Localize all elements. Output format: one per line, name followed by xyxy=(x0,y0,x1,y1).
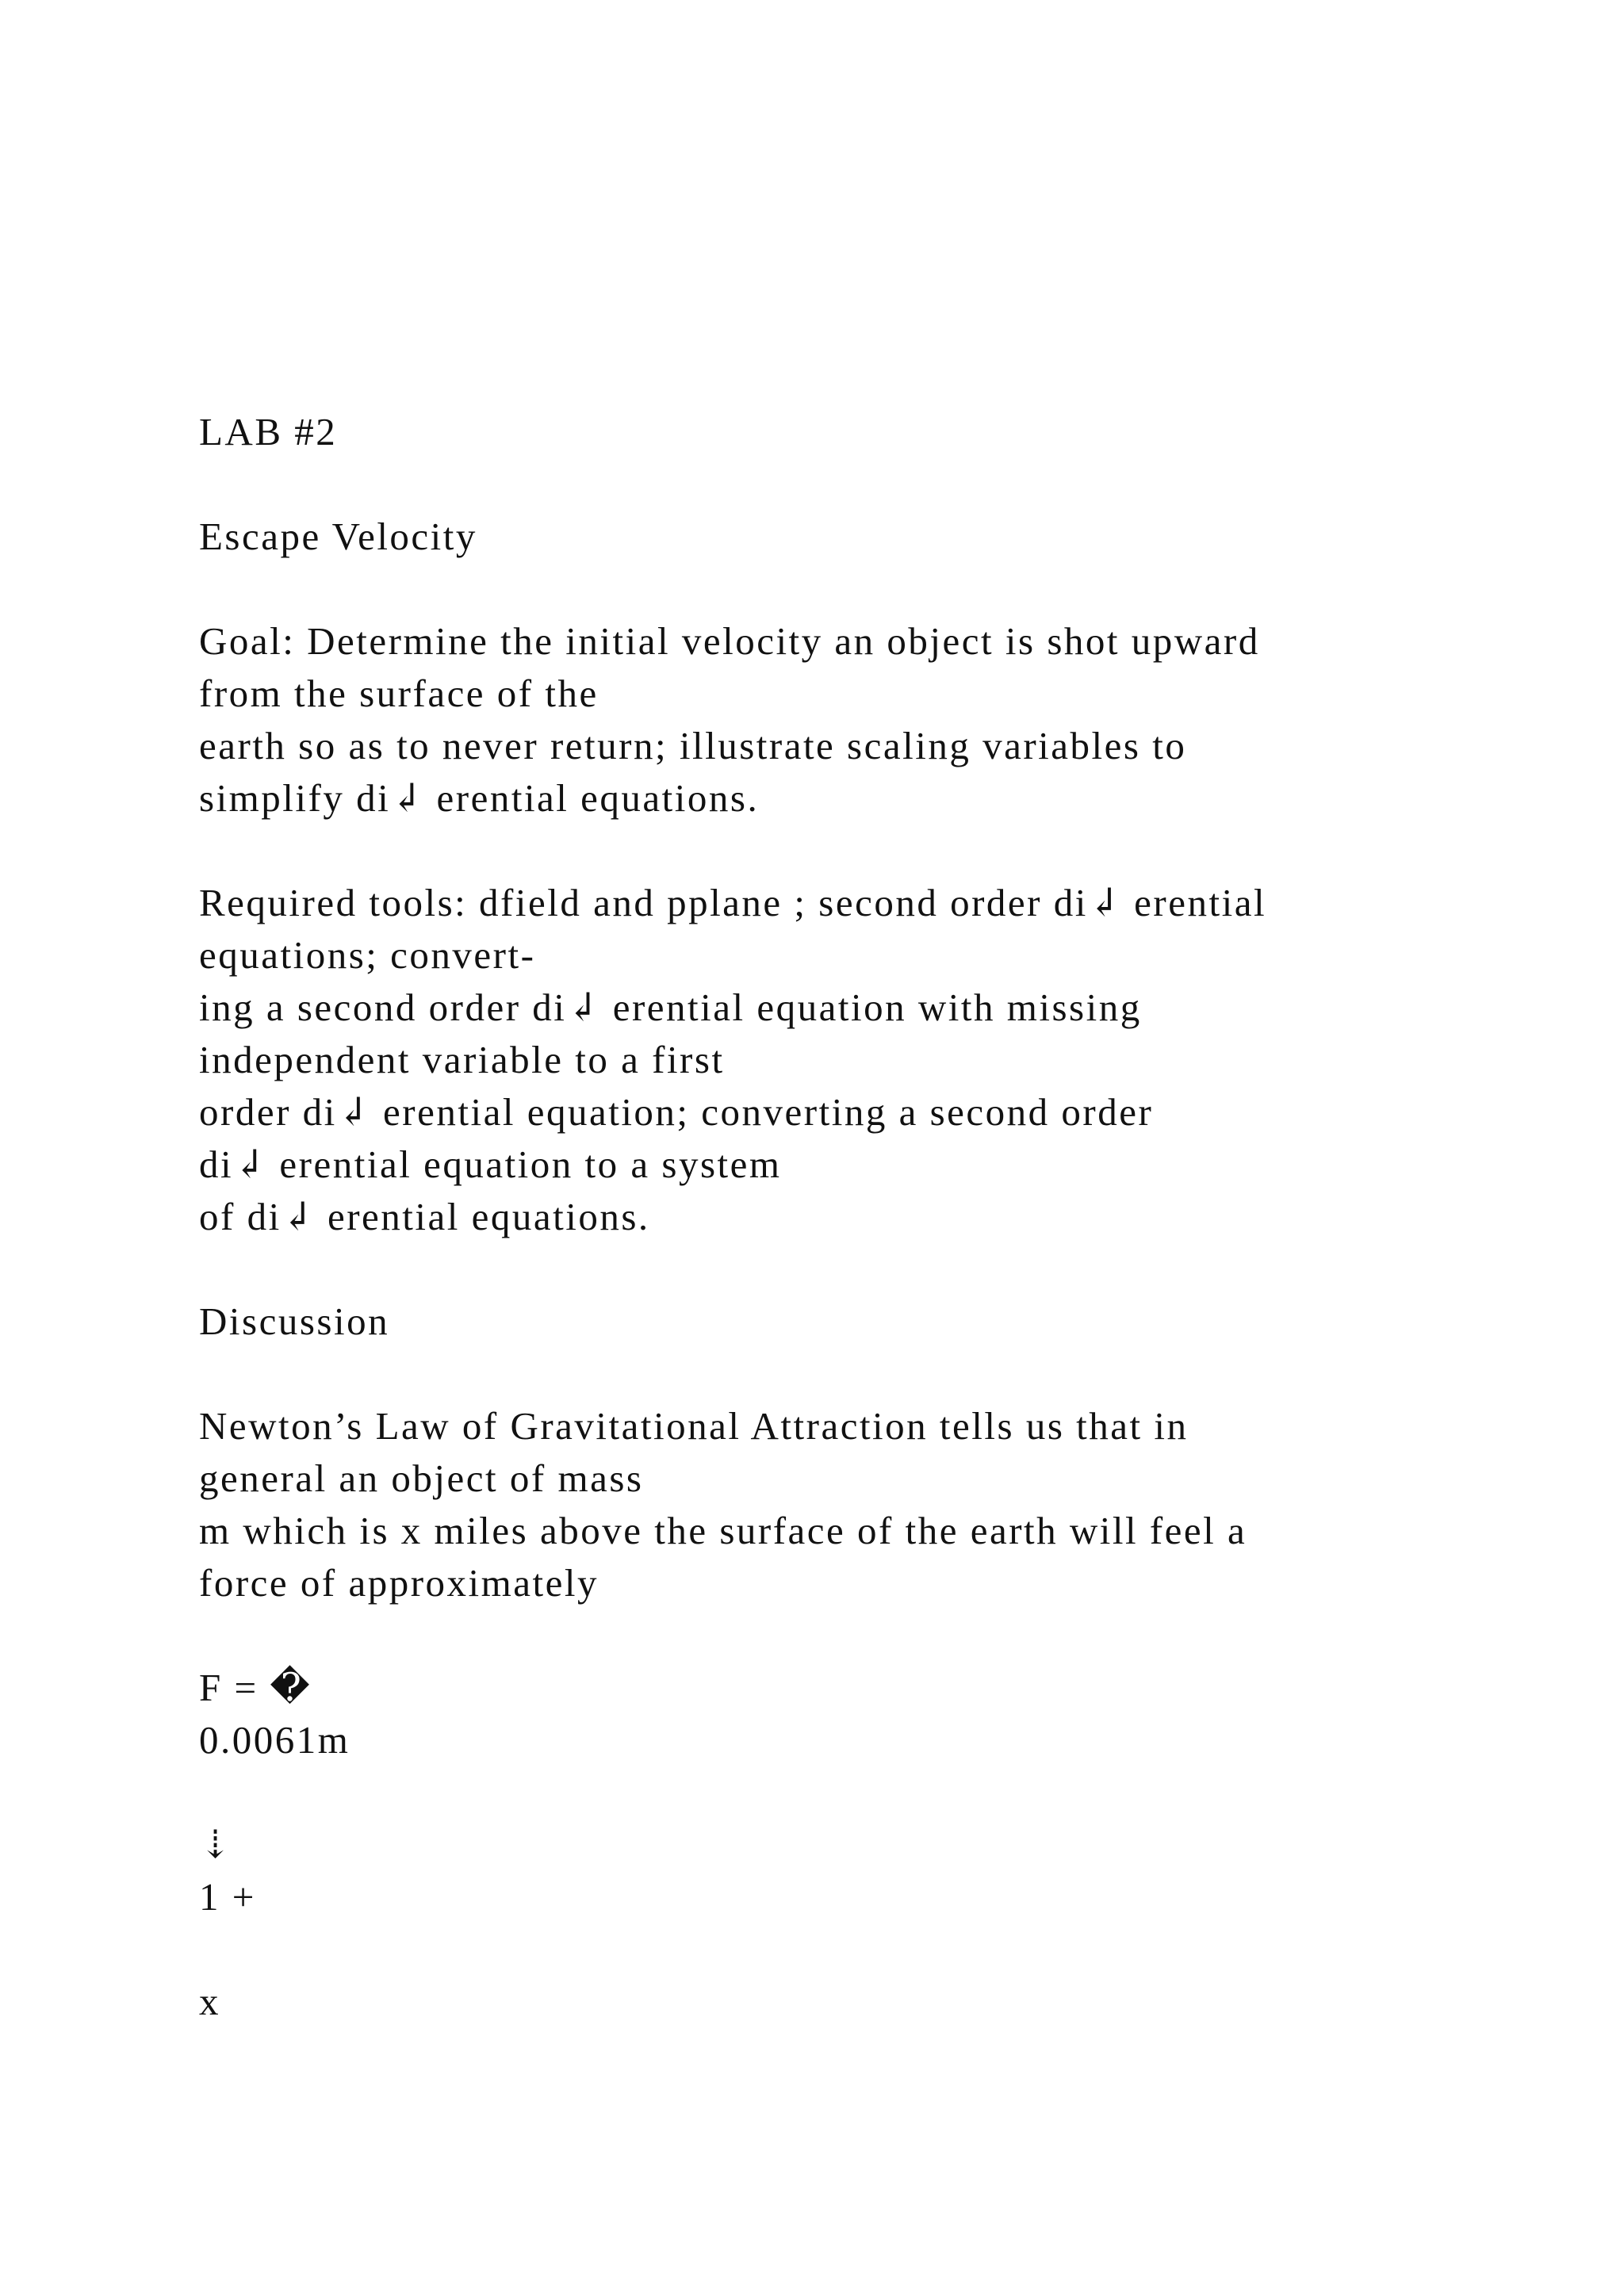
text-line: of di↲ erential equations. xyxy=(199,1195,650,1238)
text-line: equations; convert- xyxy=(199,933,536,977)
text-line: m which is x miles above the surface of the earth will feel a xyxy=(199,1509,1247,1552)
formula-line: ⇣ xyxy=(199,1823,234,1866)
lab-title: LAB #2 xyxy=(199,410,338,453)
tools-paragraph xyxy=(199,877,1436,1243)
lab-subtitle: Escape Velocity xyxy=(199,515,477,558)
document-body xyxy=(199,406,1436,2028)
formula-line: 1 + xyxy=(199,1875,256,1919)
text-line: earth so as to never return; illustrate scaling variables to xyxy=(199,724,1187,767)
formula-line: 0.0061m xyxy=(199,1718,350,1762)
section-heading: Discussion xyxy=(199,1299,390,1343)
goal-paragraph xyxy=(199,615,1436,825)
formula-line: F = � xyxy=(199,1666,312,1709)
text-line: Newton’s Law of Gravitational Attraction tells us that in xyxy=(199,1404,1189,1448)
text-line: simplify di↲ erential equations. xyxy=(199,776,760,820)
formula-block-2 xyxy=(199,1819,1436,1923)
text-line: order di↲ erential equation; converting a second order xyxy=(199,1090,1154,1134)
text-line: general an object of mass xyxy=(199,1456,644,1500)
formula-block xyxy=(199,1662,1436,1766)
text-line: force of approximately xyxy=(199,1561,599,1605)
text-line: di↲ erential equation to a system xyxy=(199,1142,782,1186)
discussion-paragraph xyxy=(199,1400,1436,1609)
text-line: Required tools: dfield and pplane ; second order di↲ erential xyxy=(199,881,1267,924)
text-line: independent variable to a first xyxy=(199,1038,725,1081)
text-line: ing a second order di↲ erential equation with missing xyxy=(199,985,1142,1029)
text-line: from the surface of the xyxy=(199,672,599,715)
text-line: Goal: Determine the initial velocity an object is shot upward xyxy=(199,619,1260,663)
formula-variable: x xyxy=(199,1980,220,2023)
